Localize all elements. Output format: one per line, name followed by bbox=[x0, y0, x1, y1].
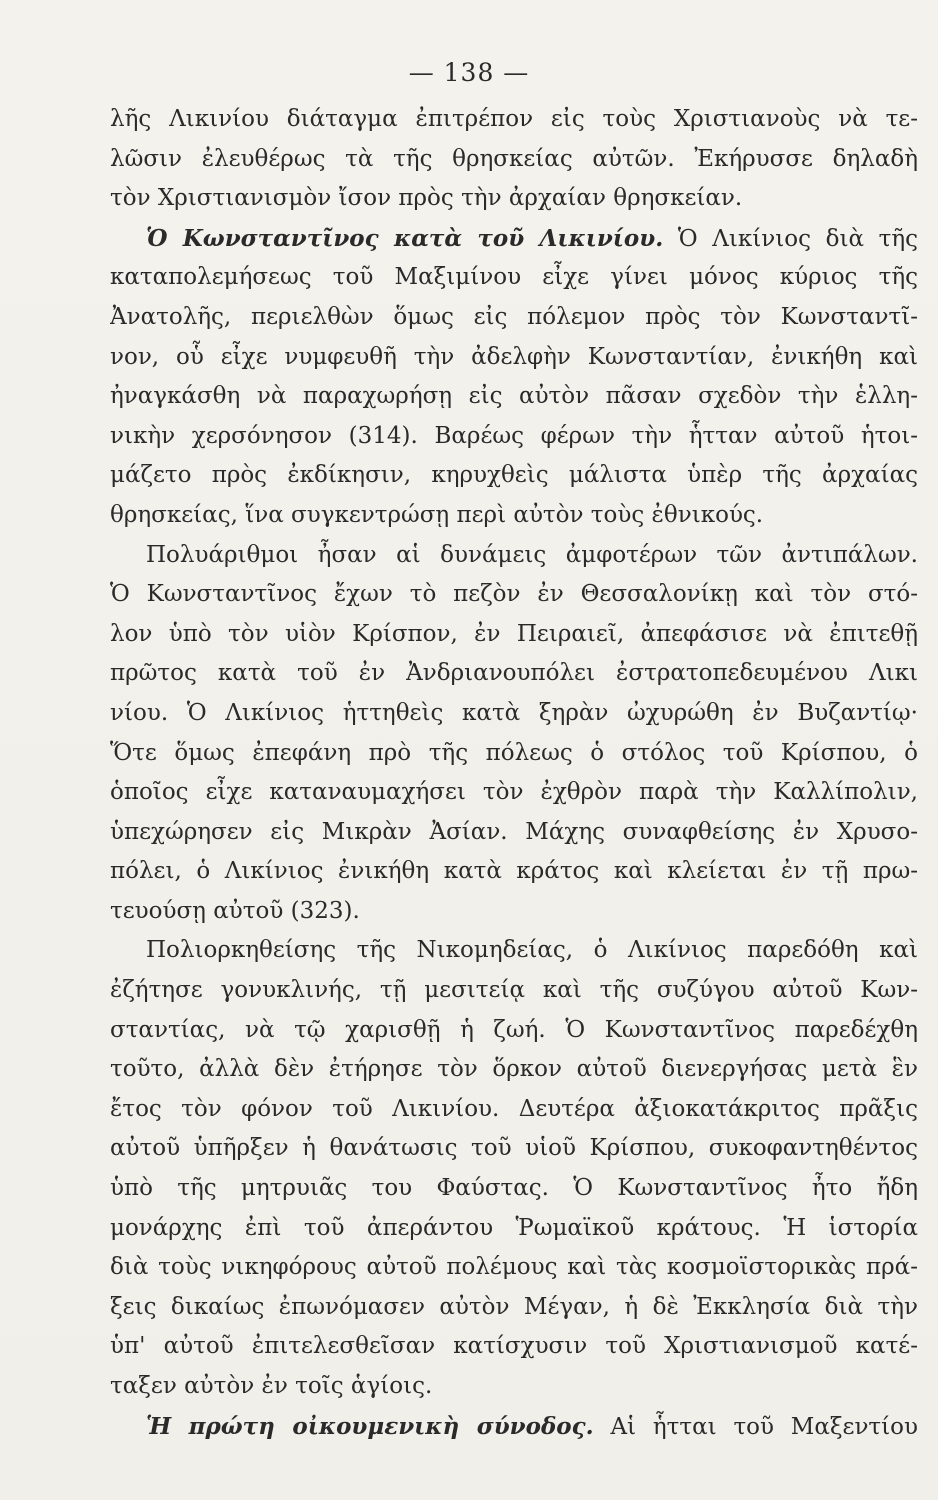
text-line: θρησκείας, ἵνα συγκεντρώσῃ περὶ αὐτὸν τοὺς ἐθνικούς. bbox=[110, 501, 764, 528]
text-line: νικὴν χερσόνησον (314). Βαρέως φέρων τὴν ἧτταν αὐτοῦ ἡτοι- bbox=[110, 422, 918, 449]
text-line: Ὅτε ὅμως ἐπεφάνη πρὸ τῆς πόλεως ὁ στόλος τοῦ Κρίσπου, ὁ bbox=[110, 739, 918, 766]
text-line: ταξεν αὐτὸν ἐν τοῖς ἁγίοις. bbox=[110, 1373, 433, 1399]
section-heading-line bbox=[110, 219, 918, 259]
text-line: πόλει, ὁ Λικίνιος ἐνικήθη κατὰ κράτος καὶ κλείεται ἐν τῇ πρω- bbox=[110, 858, 918, 885]
text-line: λον ὑπὸ τὸν υἱὸν Κρίσπον, ἐν Πειραιεῖ, ἀπεφάσισε νὰ ἐπιτεθῇ bbox=[110, 620, 918, 647]
text-line: καταπολεμήσεως τοῦ Μαξιμίνου εἶχε γίνει μόνος κύριος τῆς bbox=[110, 264, 918, 291]
text-line: διὰ τοὺς νικηφόρους αὐτοῦ πολέμους καὶ τὰς κοσμοϊστορικὰς πρά- bbox=[110, 1254, 918, 1281]
body-text bbox=[110, 100, 918, 1446]
text-line: Ὁ Κωνσταντῖνος ἔχων τὸ πεζὸν ἐν Θεσσαλονίκῃ καὶ τὸν στό- bbox=[110, 581, 918, 608]
section-heading-line bbox=[110, 1407, 918, 1447]
text-line: Ἀνατολῆς, περιελθὼν ὅμως εἰς πόλεμον πρὸς τὸν Κωνσταντῖ- bbox=[110, 303, 918, 330]
heading-line-text: Ὁ Λικίνιος διὰ τῆς bbox=[663, 225, 918, 252]
text-line: πρῶτος κατὰ τοῦ ἐν Ἀνδριανουπόλει ἐστρατοπεδευμένου Λικι bbox=[110, 660, 918, 687]
page-number: — 138 — bbox=[408, 58, 530, 87]
text-line: ὑπεχώρησεν εἰς Μικρὰν Ἀσίαν. Μάχης συναφθείσης ἐν Χρυσο- bbox=[110, 818, 918, 845]
text-line: νίου. Ὁ Λικίνιος ἡττηθεὶς κατὰ ξηρὰν ὠχυρώθη ἐν Βυζαντίῳ· bbox=[110, 699, 918, 726]
text-line: αὐτοῦ ὑπῆρξεν ἡ θανάτωσις τοῦ υἱοῦ Κρίσπου, συκοφαντηθέντος bbox=[110, 1135, 918, 1162]
text-line: Πολιορκηθείσης τῆς Νικομηδείας, ὁ Λικίνιος παρεδόθη καὶ bbox=[146, 937, 918, 964]
text-line: τὸν Χριστιανισμὸν ἴσον πρὸς τὴν ἀρχαίαν θρησκείαν. bbox=[110, 185, 743, 212]
text-line: ἐζήτησε γονυκλινής, τῇ μεσιτείᾳ καὶ τῆς συζύγου αὐτοῦ Κων- bbox=[110, 977, 918, 1004]
text-line: λῶσιν ἐλευθέρως τὰ τῆς θρησκείας αὐτῶν. Ἐκήρυσσε δηλαδὴ bbox=[110, 145, 918, 172]
text-line: ἠναγκάσθη νὰ παραχωρήσῃ εἰς αὐτὸν πᾶσαν σχεδὸν τὴν ἑλλη- bbox=[110, 383, 918, 410]
text-line: νον, οὗ εἶχε νυμφευθῆ τὴν ἀδελφὴν Κωνσταντίαν, ἐνικήθη καὶ bbox=[110, 343, 918, 370]
text-line: ὁποῖος εἶχε καταναυμαχήσει τὸν ἐχθρὸν παρὰ τὴν Καλλίπολιν, bbox=[110, 779, 918, 806]
heading-line-text: Αἱ ἧτται τοῦ Μαξεντίου bbox=[593, 1413, 918, 1440]
section-heading: Ὁ Κωνσταντῖνος κατὰ τοῦ Λικινίου. bbox=[146, 224, 664, 252]
text-line: σταντίας, νὰ τῷ χαρισθῇ ἡ ζωή. Ὁ Κωνσταντῖνος παρεδέχθη bbox=[110, 1016, 918, 1043]
text-line: Πολυάριθμοι ἦσαν αἱ δυνάμεις ἀμφοτέρων τῶν ἀντιπάλων. bbox=[146, 541, 918, 568]
text-line: τευούσῃ αὐτοῦ (323). bbox=[110, 897, 360, 924]
text-line: μονάρχης ἐπὶ τοῦ ἀπεράντου Ῥωμαϊκοῦ κράτους. Ἡ ἱστορία bbox=[110, 1214, 918, 1241]
text-line: λῆς Λικινίου διάταγμα ἐπιτρέπον εἰς τοὺς Χριστιανοὺς νὰ τε- bbox=[110, 106, 918, 132]
text-line: ξεις δικαίως ἐπωνόμασεν αὐτὸν Μέγαν, ἡ δὲ Ἐκκλησία διὰ τὴν bbox=[110, 1293, 918, 1320]
text-line: τοῦτο, ἀλλὰ δὲν ἐτήρησε τὸν ὅρκον αὐτοῦ διενεργήσας μετὰ ἓν bbox=[110, 1056, 918, 1083]
section-heading: Ἡ πρώτη οἰκουμενικὴ σύνοδος. bbox=[146, 1412, 594, 1440]
text-line: μάζετο πρὸς ἐκδίκησιν, κηρυχθεὶς μάλιστα ὑπὲρ τῆς ἀρχαίας bbox=[110, 462, 918, 489]
text-line: ὑπὸ τῆς μητρυιᾶς του Φαύστας. Ὁ Κωνσταντῖνος ἦτο ἤδη bbox=[110, 1175, 918, 1202]
text-line: ἔτος τὸν φόνον τοῦ Λικινίου. Δευτέρα ἀξιοκατάκριτος πρᾶξις bbox=[110, 1095, 918, 1122]
text-line: ὑπ' αὐτοῦ ἐπιτελεσθεῖσαν κατίσχυσιν τοῦ Χριστιανισμοῦ κατέ- bbox=[110, 1333, 918, 1360]
